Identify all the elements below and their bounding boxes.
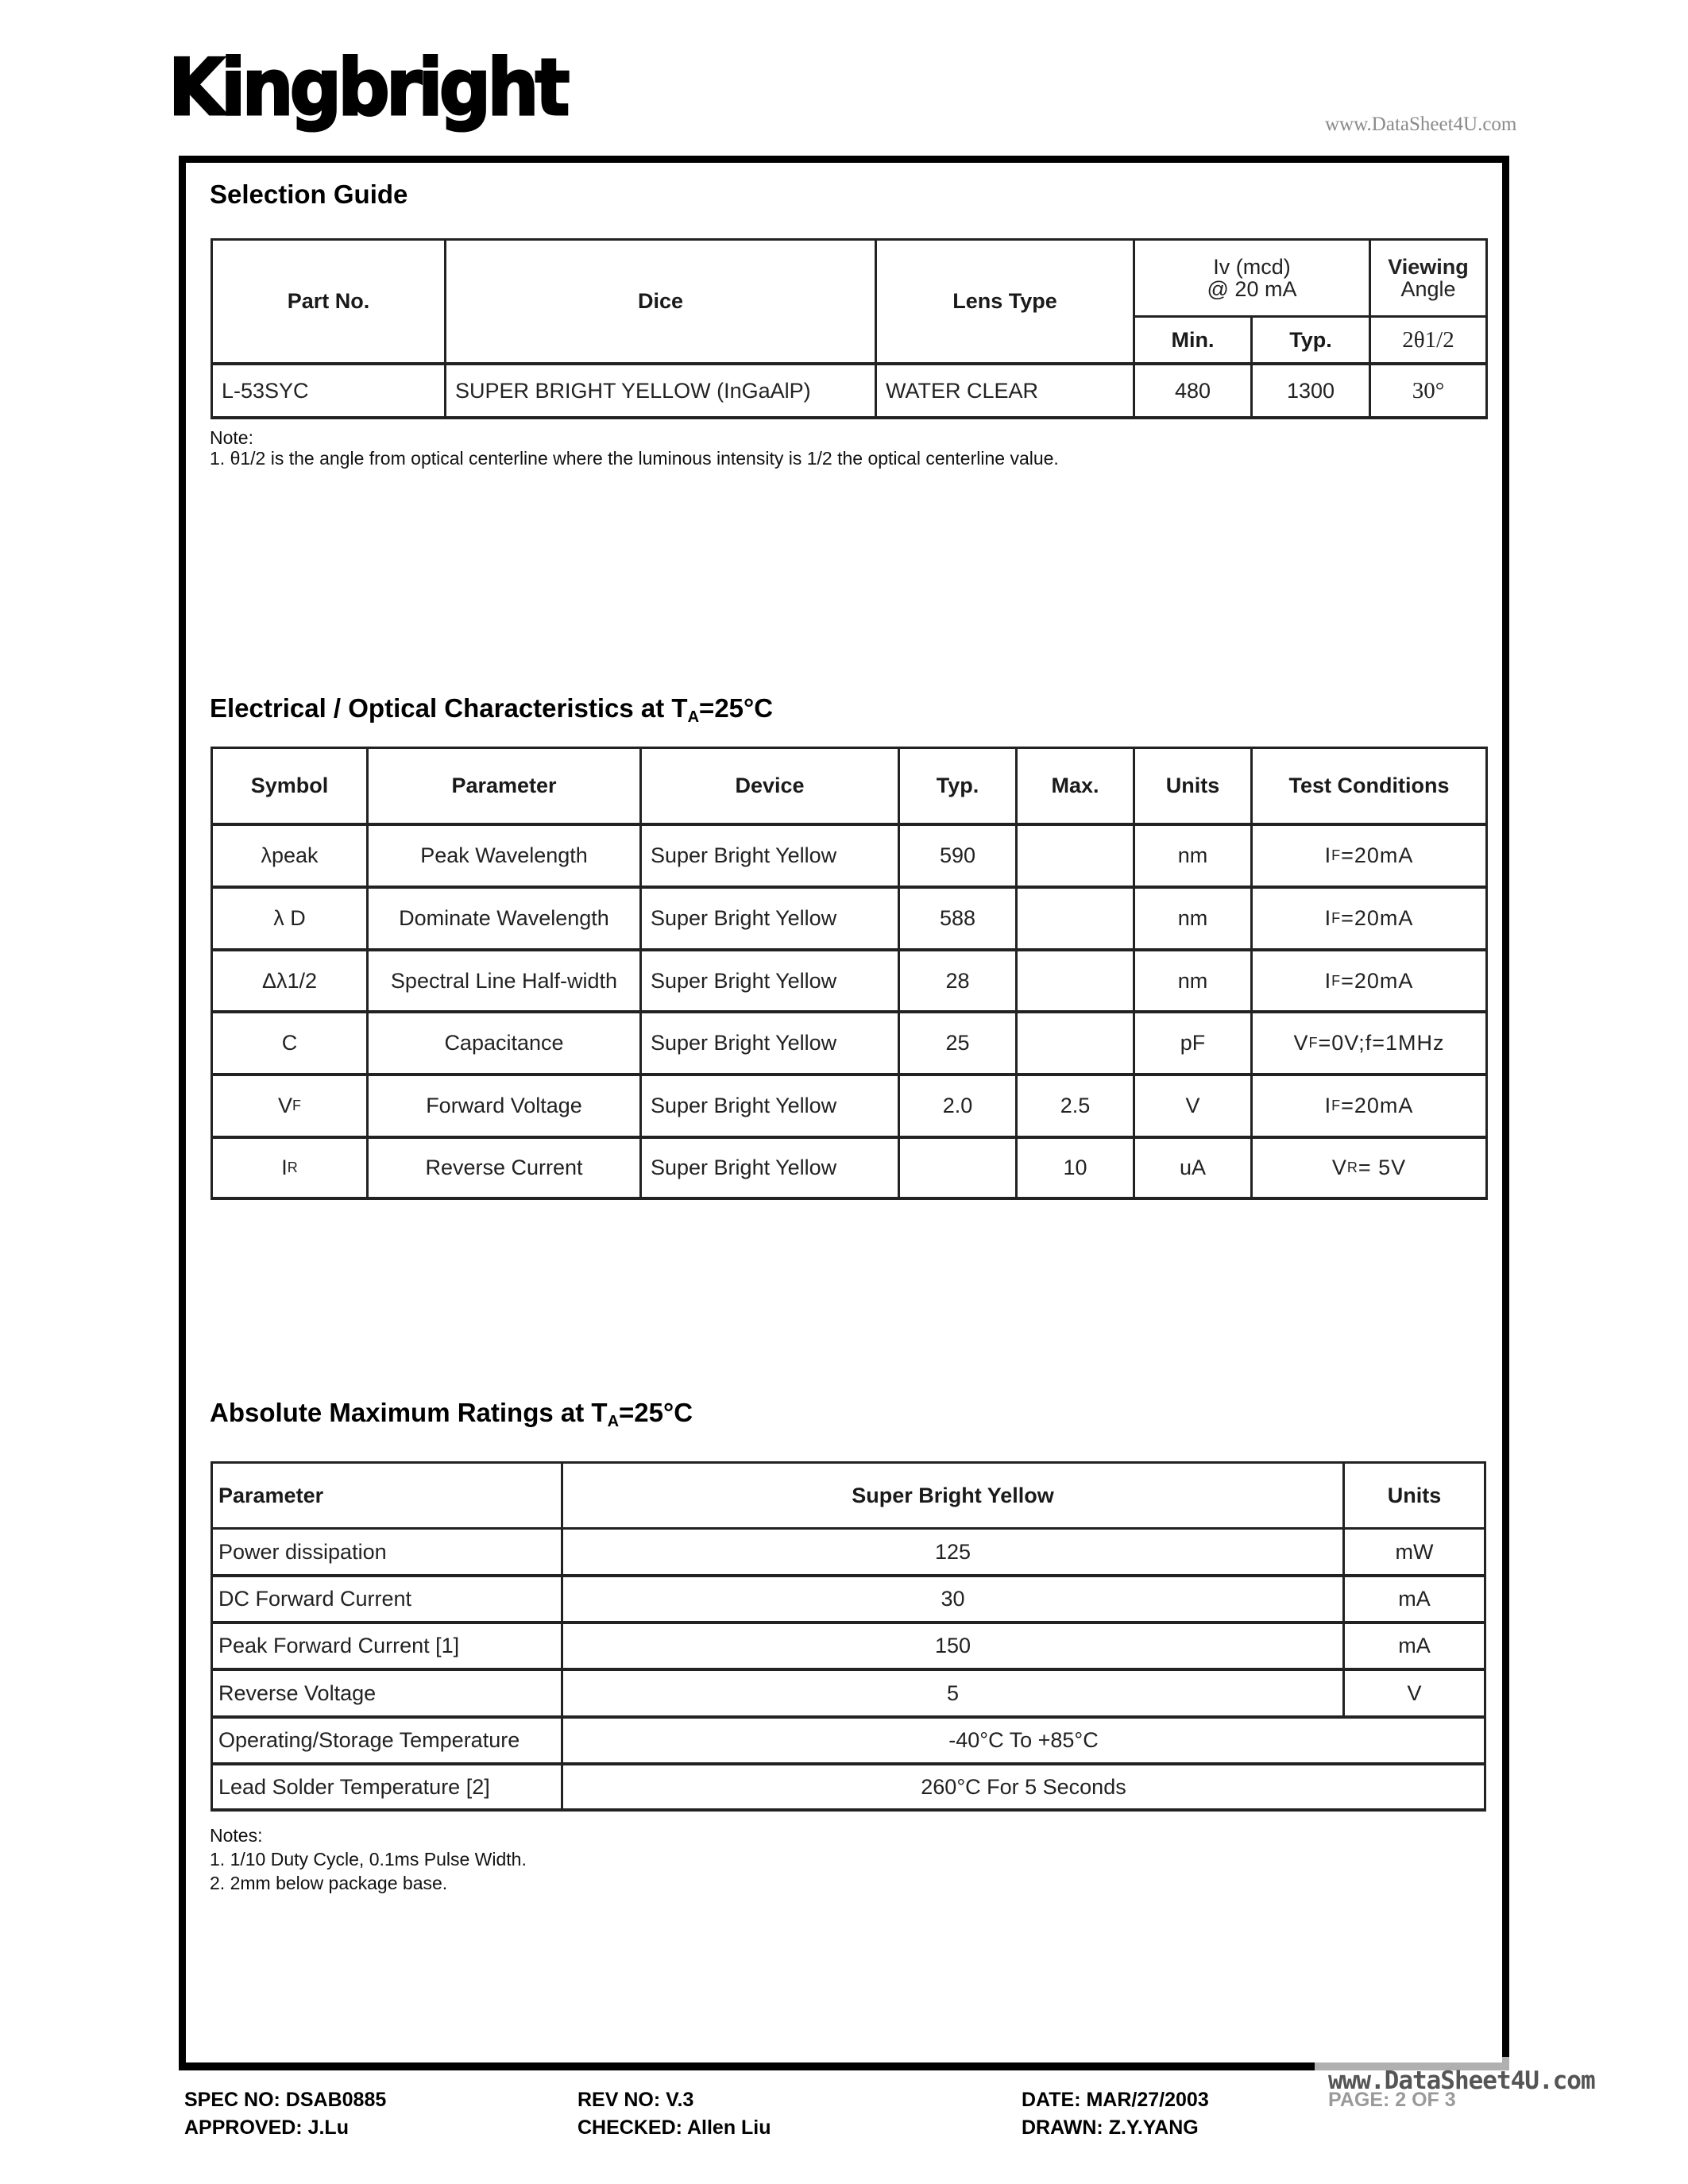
symbol-text: V (277, 1094, 292, 1118)
header-device: Device (735, 774, 805, 798)
cell-test-condition (1253, 951, 1485, 1010)
cond-post: =0V;f=1MHz (1318, 1031, 1445, 1055)
table-border (1484, 1461, 1486, 1812)
cell-symbol (213, 1076, 366, 1136)
cell-max: 10 (1063, 1156, 1087, 1180)
symbol-text: C (281, 1031, 298, 1055)
cell-parameter: Capacitance (444, 1031, 564, 1055)
cell-value: -40°C To +85°C (948, 1728, 1099, 1753)
cell-device: Super Bright Yellow (651, 968, 837, 993)
cell-value: 125 (934, 1539, 971, 1564)
symbol-text: Δλ1/2 (261, 968, 318, 993)
header-part-no: Part No. (287, 289, 370, 314)
header-dice: Dice (637, 289, 684, 314)
header-min: Min. (1171, 327, 1215, 352)
cell-symbol (213, 826, 366, 886)
absolute-notes-label: Notes: (210, 1825, 263, 1846)
header-iv-line2: @ 20 mA (1207, 277, 1297, 301)
footer-checked: CHECKED: Allen Liu (577, 2116, 771, 2139)
cell-max (1018, 889, 1133, 948)
cell-typ: 590 (939, 843, 976, 868)
header-lens-type: Lens Type (952, 289, 1057, 314)
cell-device: Super Bright Yellow (651, 1031, 837, 1055)
table-border (211, 1197, 1488, 1200)
cell-units: uA (1179, 1156, 1207, 1180)
header-two-theta: 2θ1/2 (1402, 326, 1454, 353)
header-parameter: Parameter (451, 774, 557, 798)
header-viewing-line2: Angle (1400, 277, 1456, 301)
cond-sub: F (1308, 1035, 1319, 1051)
watermark-bottom[interactable]: www.DataSheet4U.com (1328, 2066, 1595, 2095)
electrical-title-main: Electrical / Optical Characteristics at T (210, 693, 688, 723)
cell-device: Super Bright Yellow (651, 1156, 837, 1180)
cell-parameter: Dominate Wavelength (399, 906, 609, 931)
absolute-note-2: 2. 2mm below package base. (210, 1873, 448, 1893)
cell-parameter: DC Forward Current (218, 1587, 412, 1611)
cond-pre: I (1324, 843, 1332, 868)
table-border (1485, 747, 1488, 1200)
cell-lens-type: WATER CLEAR (886, 378, 1039, 403)
cond-post: = 5V (1358, 1156, 1407, 1180)
table-border (211, 416, 1488, 419)
cond-sub: F (1331, 1098, 1342, 1114)
cond-sub: F (1331, 847, 1342, 864)
symbol-text: λ D (273, 906, 306, 931)
cell-dice: SUPER BRIGHT YELLOW (InGaAlP) (455, 378, 811, 403)
cell-value: 150 (934, 1634, 971, 1658)
footer-date: DATE: MAR/27/2003 (1022, 2089, 1209, 2111)
symbol-text: λpeak (261, 843, 319, 868)
symbol-sub: R (287, 1160, 298, 1176)
absolute-title-tail: =25°C (619, 1398, 693, 1427)
cell-max: 2.5 (1060, 1094, 1091, 1118)
footer-drawn: DRAWN: Z.Y.YANG (1022, 2116, 1199, 2139)
kingbright-logo: Kingbright (168, 43, 566, 133)
cell-value: 5 (946, 1680, 960, 1705)
header-device: Super Bright Yellow (852, 1483, 1054, 1507)
cell-value: 260°C For 5 Seconds (921, 1774, 1126, 1799)
cell-symbol (213, 951, 366, 1010)
header-iv (1135, 241, 1369, 315)
cond-sub: F (1331, 910, 1342, 927)
header-viewing-line1: Viewing (1388, 254, 1469, 279)
absolute-title-sub: A (607, 1413, 620, 1430)
absolute-title (210, 1398, 693, 1431)
cell-symbol (213, 1013, 366, 1073)
cond-sub: R (1346, 1160, 1358, 1176)
cond-pre: I (1324, 1094, 1332, 1118)
table-border (1485, 238, 1488, 419)
footer-rev-no: REV NO: V.3 (577, 2089, 694, 2111)
electrical-title-tail: =25°C (699, 693, 774, 723)
frame-bottom-border (179, 2062, 1315, 2070)
cell-units: mW (1395, 1539, 1434, 1564)
header-iv-line1: Iv (mcd) (1213, 254, 1291, 279)
cell-test-condition (1253, 889, 1485, 948)
selection-note-label: Note: (210, 427, 253, 448)
cell-units: V (1407, 1680, 1422, 1705)
cell-parameter: Reverse Voltage (218, 1680, 377, 1705)
cell-device: Super Bright Yellow (651, 1094, 837, 1118)
header-typ: Typ. (936, 774, 979, 798)
header-viewing-angle (1371, 241, 1485, 315)
cell-viewing-angle: 30° (1412, 377, 1445, 403)
cell-max (1018, 826, 1133, 886)
watermark-top[interactable]: www.DataSheet4U.com (1325, 114, 1517, 135)
cell-typ: 2.0 (942, 1094, 973, 1118)
cell-parameter: Peak Wavelength (420, 843, 588, 868)
cell-value: 30 (941, 1587, 965, 1611)
electrical-title (210, 693, 773, 727)
cell-units: V (1185, 1094, 1200, 1118)
cond-pre: I (1324, 968, 1332, 993)
cell-typ: 588 (939, 906, 976, 931)
cell-parameter: Operating/Storage Temperature (218, 1728, 520, 1753)
footer-approved: APPROVED: J.Lu (184, 2116, 349, 2139)
cell-test-condition (1253, 826, 1485, 886)
footer-page: PAGE: 2 OF 3 (1328, 2089, 1456, 2111)
cond-pre: V (1331, 1156, 1347, 1180)
cond-post: =20mA (1341, 906, 1414, 931)
header-typ: Typ. (1289, 327, 1332, 352)
selection-note-1: 1. θ1/2 is the angle from optical centerline where the luminous intensity is 1/2 the optical centerline value. (210, 448, 1059, 469)
footer-spec-no: SPEC NO: DSAB0885 (184, 2089, 387, 2111)
cell-parameter: Peak Forward Current [1] (218, 1634, 460, 1658)
cell-symbol (213, 1139, 366, 1197)
cell-units: pF (1180, 1031, 1206, 1055)
cell-device: Super Bright Yellow (651, 843, 837, 868)
selection-guide-title: Selection Guide (210, 179, 408, 209)
header-units: Units (1387, 1483, 1442, 1507)
cond-pre: I (1324, 906, 1332, 931)
cell-iv-typ: 1300 (1286, 378, 1335, 403)
symbol-text: I (281, 1156, 288, 1180)
header-symbol: Symbol (250, 774, 329, 798)
cell-typ (900, 1139, 1015, 1197)
cell-units: mA (1398, 1587, 1431, 1611)
cell-test-condition (1253, 1139, 1485, 1197)
header-max: Max. (1051, 774, 1099, 798)
header-units: Units (1165, 774, 1220, 798)
cell-parameter: Reverse Current (425, 1156, 583, 1180)
cell-test-condition (1253, 1013, 1485, 1073)
cell-typ: 25 (945, 1031, 970, 1055)
symbol-sub: F (292, 1098, 301, 1114)
electrical-title-sub: A (687, 708, 700, 726)
header-test-conditions: Test Conditions (1288, 774, 1450, 798)
cell-units: mA (1398, 1634, 1431, 1658)
cond-post: =20mA (1341, 1094, 1414, 1118)
cell-parameter: Spectral Line Half-width (390, 968, 618, 993)
table-border (211, 1808, 1486, 1812)
cell-parameter: Forward Voltage (426, 1094, 582, 1118)
cell-parameter: Lead Solder Temperature [2] (218, 1774, 490, 1799)
cell-max (1018, 951, 1133, 1010)
cond-pre: V (1293, 1031, 1309, 1055)
cell-typ: 28 (945, 968, 970, 993)
cell-symbol (213, 889, 366, 948)
cell-test-condition (1253, 1076, 1485, 1136)
absolute-note-1: 1. 1/10 Duty Cycle, 0.1ms Pulse Width. (210, 1849, 527, 1870)
cell-part-no: L-53SYC (222, 378, 309, 403)
cell-max (1018, 1013, 1133, 1073)
cond-post: =20mA (1341, 968, 1414, 993)
cell-iv-min: 480 (1174, 378, 1211, 403)
cell-device: Super Bright Yellow (651, 906, 837, 931)
absolute-title-main: Absolute Maximum Ratings at T (210, 1398, 608, 1427)
cell-units: nm (1177, 968, 1208, 993)
cond-post: =20mA (1341, 843, 1414, 868)
cell-units: nm (1177, 906, 1208, 931)
header-parameter: Parameter (218, 1483, 324, 1507)
cell-parameter: Power dissipation (218, 1539, 387, 1564)
cell-units: nm (1177, 843, 1208, 868)
cond-sub: F (1331, 972, 1342, 989)
